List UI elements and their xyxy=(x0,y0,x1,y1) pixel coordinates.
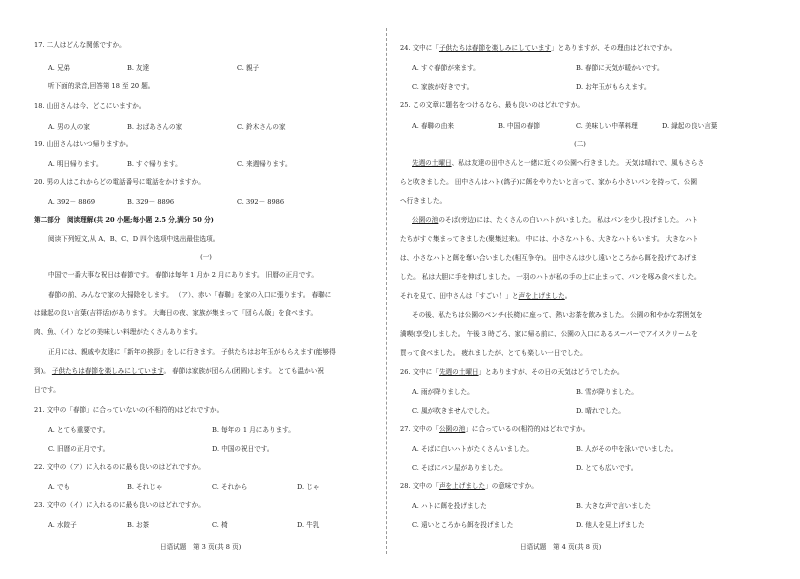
passage-line: らと吹きました。 田中さんはハト(鸽子)に餌をやりたいと言って、家から小さいパンを持って、公園 xyxy=(400,178,697,186)
passage-line: 買って食べました。 疲れましたが、とても楽しい一日でした。 xyxy=(400,349,587,357)
option-a: A. 春聯の由来 xyxy=(412,122,454,130)
question-26 xyxy=(400,367,624,377)
underlined-phrase: 公園の池 xyxy=(412,216,439,224)
question-19: 19. 山田さんはいつ帰りますか。 xyxy=(34,140,133,148)
option-b: B. 人がその中を泳いでいました。 xyxy=(576,445,678,453)
section-one-marker: (一) xyxy=(200,253,212,261)
option-d: D. とても広いです。 xyxy=(576,464,638,472)
underlined-phrase: 先週の土曜日 xyxy=(438,368,479,376)
option-b: B. 中国の春節 xyxy=(498,122,541,130)
passage-text: 到)。 xyxy=(34,367,50,375)
passage-line: は縁起の良い言葉(吉祥话)があります。 大晦日の夜、家族が集まって「団らん飯」を食べます。 xyxy=(34,309,318,317)
option-c: C. 風が吹きませんでした。 xyxy=(412,407,494,415)
passage-line xyxy=(412,158,704,168)
question-25: 25. この文章に題名をつけるなら、最も良いのはどれですか。 xyxy=(400,101,585,109)
passage-line: 肉、魚、（イ）などの美味しい料理がたくさんあります。 xyxy=(34,328,202,336)
passage-line: たちがすぐ集まってきました(聚集过来)。 中には、小さなハトも、大きなハトもいます。 大きなハト xyxy=(400,235,699,243)
underlined-phrase: 声を上げました xyxy=(518,292,565,300)
option-b: B. 春節に天気が暖かいです。 xyxy=(576,64,664,72)
option-a: A. 男の人の家 xyxy=(48,123,90,131)
option-d: D. 縁起の良い言葉 xyxy=(662,122,718,130)
option-b: B. すぐ帰ります。 xyxy=(127,160,182,168)
option-a: A. 明日帰ります。 xyxy=(48,160,103,168)
option-d: D. 牛乳 xyxy=(297,521,320,529)
option-a: A. 兄弟 xyxy=(48,64,71,72)
question-text: 」の意味ですか。 xyxy=(485,482,538,490)
part-two-heading: 第二部分 阅读理解(共 20 小题;每小题 2.5 分,满分 50 分) xyxy=(34,216,214,224)
passage-text: 。 春節は家族が団らん(团圆)します。 とても温かい祝 xyxy=(163,367,324,375)
question-text: 」とありますが、その日の天気はどうでしたか。 xyxy=(478,368,624,376)
option-c: C. 鈴木さんの家 xyxy=(237,123,286,131)
underlined-phrase: 声を上げました xyxy=(438,482,486,490)
question-text: 」とありますが、その理由はどれですか。 xyxy=(551,44,677,52)
option-c: C. 392－ 8986 xyxy=(237,198,285,206)
option-a: A. 水餃子 xyxy=(48,521,77,529)
underlined-phrase: 子供たちは春節を楽しみにしています xyxy=(438,44,552,52)
option-d: D. 中国の祝日です。 xyxy=(212,445,274,453)
passage-line: その後、私たちは公園のベンチ(长椅)に座って、熱いお茶を飲みました。 公園の和やかな雰囲気を xyxy=(412,311,703,319)
section-two-marker: (二) xyxy=(574,140,586,148)
option-d: D. お年玉がもらえます。 xyxy=(576,83,651,91)
option-d: D. 晴れでした。 xyxy=(576,407,625,415)
option-a: A. 392－ 8869 xyxy=(48,198,96,206)
page-footer: 日语试题 第 3 页(共 8 页) xyxy=(160,543,242,551)
passage-line: へ行きました。 xyxy=(400,197,447,205)
option-a: A. 雨が降りました。 xyxy=(412,388,474,396)
question-28 xyxy=(400,481,538,491)
option-b: B. それじゃ xyxy=(127,483,163,491)
listening-note: 听下面的录音,回答第 18 至 20 题。 xyxy=(48,82,155,90)
option-b: B. 大きな声で言いました xyxy=(576,502,651,510)
option-b: B. 毎年の 1 月にあります。 xyxy=(212,426,295,434)
question-27 xyxy=(400,424,589,434)
passage-line: 正月には、親戚や友達に「新年の挨拶」をしに行きます。 子供たちはお年玉がもらえます(能够得 xyxy=(48,348,336,356)
option-b: B. 雪が降りました。 xyxy=(576,388,638,396)
option-c: C. 遠いところから餌を投げました xyxy=(412,521,514,529)
page-divider xyxy=(386,28,387,554)
option-b: B. おばあさんの家 xyxy=(127,123,183,131)
passage-line: 中国で一番大事な祝日は春節です。 春節は毎年 1 月か 2 月にあります。 旧暦の正月です。 xyxy=(48,271,318,279)
passage-line: は、小さなハトと餌を奪い合いました(相互争夺)。 田中さんは少し遠いところから餌を投げてあげま xyxy=(400,254,698,262)
option-c: C. そばにパン屋がありました。 xyxy=(412,464,507,472)
option-b: B. 329－ 8896 xyxy=(127,198,175,206)
passage-line: 満喫(享受)しました。 午後 3 時ごろ、家に帰る前に、公園の入口にあるスーパーでアイスクリームを xyxy=(400,330,698,338)
option-d: D. 他人を見上げました xyxy=(576,521,645,529)
passage-text: のそば(旁边)には、たくさんの白いハトがいました。 私はパンを少し投げました。 ハト xyxy=(438,216,699,224)
question-22: 22. 文中の（ア）に入れるのに最も良いのはどれですか。 xyxy=(34,463,205,471)
passage-text: それを見て、田中さんは「すごい！」と xyxy=(400,292,519,300)
passage-text: 。 xyxy=(564,292,572,300)
option-c: C. 家族が好きです。 xyxy=(412,83,474,91)
question-20: 20. 男の人はこれからどの電話番号に電話をかけますか。 xyxy=(34,178,205,186)
page-footer: 日语试题 第 4 页(共 8 页) xyxy=(520,543,602,551)
question-23: 23. 文中の（イ）に入れるのに最も良いのはどれですか。 xyxy=(34,501,205,509)
option-b: B. お茶 xyxy=(127,521,150,529)
passage-line xyxy=(412,215,698,225)
passage-line xyxy=(400,291,571,301)
passage-line: した。 私は大胆に手を伸ばしました。 一羽のハトが私の手の上に止まって、パンを啄み食べました。 xyxy=(400,273,701,281)
option-c: C. 来週帰ります。 xyxy=(237,160,292,168)
option-c: C. それから xyxy=(212,483,248,491)
instructions: 阅读下列短文,从 A、B、C、D 四个选项中选出最佳选项。 xyxy=(48,235,220,243)
question-17: 17. 二人はどんな関係ですか。 xyxy=(34,41,126,49)
underlined-phrase: 公園の池 xyxy=(438,425,466,433)
question-text: 26. 文中に「 xyxy=(400,368,439,376)
passage-line: 日です。 xyxy=(34,386,60,394)
passage-line: 春節の前、みんなで家の大掃除をします。 （ア）、赤い「春聯」を家の入口に張ります。 春聯に xyxy=(48,291,332,299)
option-c: C. 旧暦の正月です。 xyxy=(48,445,110,453)
option-b: B. 友達 xyxy=(127,64,150,72)
question-21: 21. 文中の「春節」に合っていないの(不相符的)はどれですか。 xyxy=(34,406,224,414)
passage-line xyxy=(34,366,324,376)
question-18: 18. 山田さんは今、どこにいますか。 xyxy=(34,102,146,110)
question-text: 」に合っているの(相符的)はどれですか。 xyxy=(465,425,590,433)
option-d: D. じゃ xyxy=(297,483,320,491)
left-page xyxy=(0,0,392,579)
option-a: A. ハトに餌を投げました xyxy=(412,502,487,510)
question-text: 27. 文中の「 xyxy=(400,425,439,433)
passage-text: 、私は友達の田中さんと一緒に近くの公園へ行きました。 天気は晴れで、風もさらさ xyxy=(451,159,705,167)
underlined-phrase: 子供たちは春節を楽しみにしています xyxy=(51,367,164,375)
option-a: A. そばに白いハトがたくさんいました。 xyxy=(412,445,533,453)
option-c: C. 親子 xyxy=(237,64,260,72)
option-c: C. 椅 xyxy=(212,521,228,529)
question-text: 24. 文中に「 xyxy=(400,44,439,52)
question-24 xyxy=(400,43,676,53)
underlined-phrase: 先週の土曜日 xyxy=(412,159,452,167)
option-a: A. とても重要です。 xyxy=(48,426,110,434)
question-text: 28. 文中の「 xyxy=(400,482,439,490)
option-a: A. でも xyxy=(48,483,71,491)
option-c: C. 美味しい中華料理 xyxy=(576,122,638,130)
right-page xyxy=(400,0,800,579)
option-a: A. すぐ春節が来ます。 xyxy=(412,64,480,72)
